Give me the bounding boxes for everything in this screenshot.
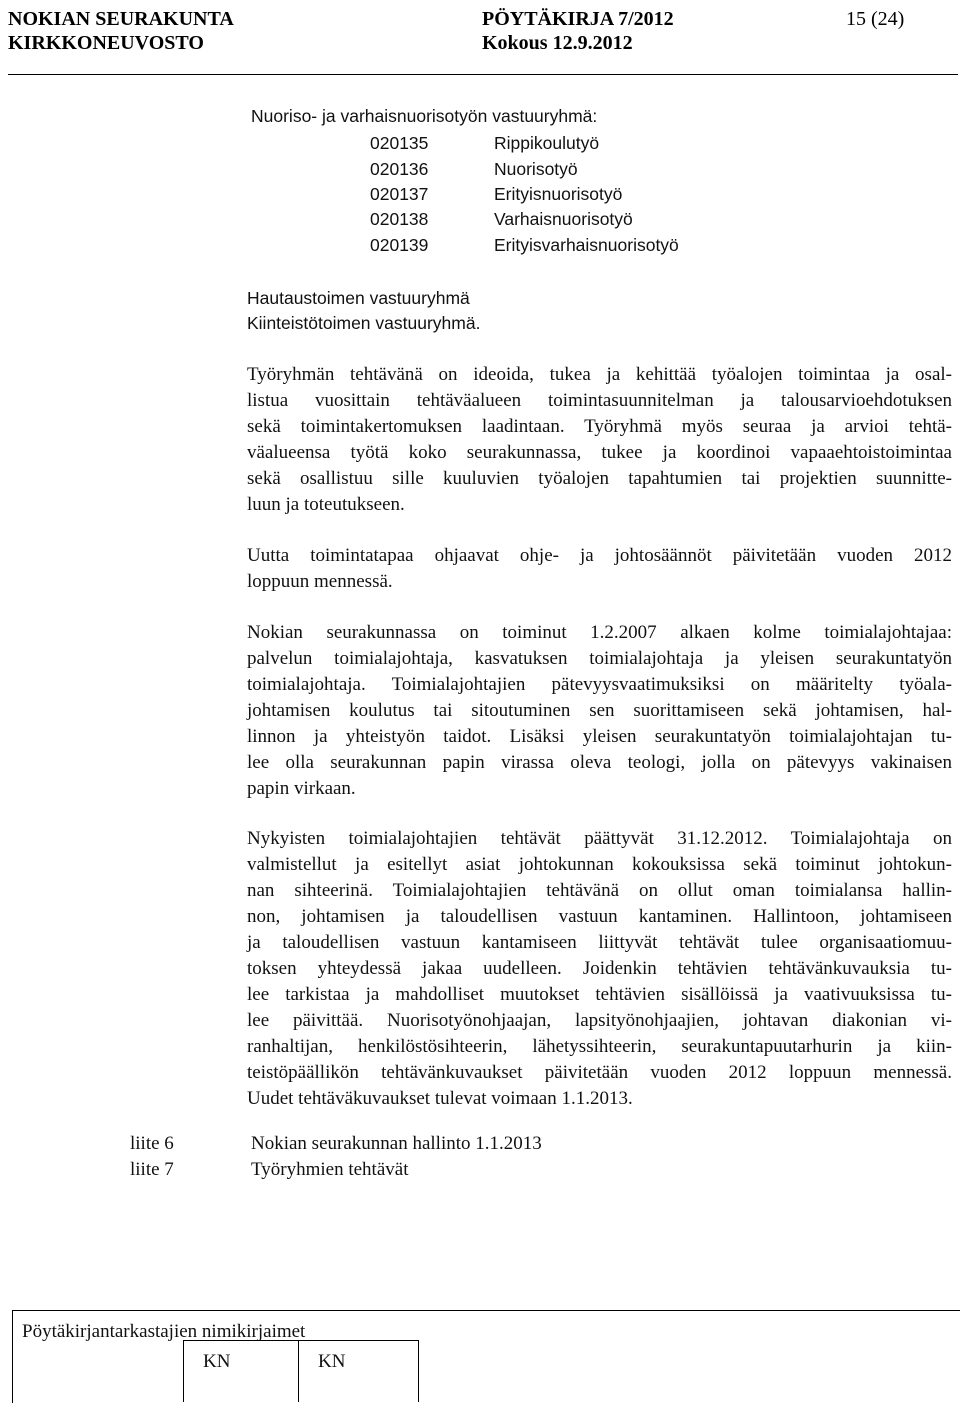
paragraph-line: listua vuosittain tehtäväalueen toimintasuunnitelman ja talousarvioehdotuksen: [247, 390, 952, 411]
initials-divider: [298, 1340, 299, 1402]
paragraph-line: Nykyisten toimialajohtajien tehtävät päättyvät 31.12.2012. Toimialajohtaja on: [247, 828, 952, 849]
youth-group-title: Nuoriso- ja varhaisnuorisotyön vastuuryhmä:: [251, 106, 598, 126]
header-rule: [8, 74, 958, 75]
code-name: Rippikoulutyö: [494, 133, 600, 153]
paragraph-line: lee olla seurakunnan papin virassa oleva teologi, jolla on pätevyys vakinaisen: [247, 752, 952, 773]
property-group-title: Kiinteistötoimen vastuuryhmä.: [247, 313, 481, 333]
funeral-group-title: Hautaustoimen vastuuryhmä: [247, 288, 470, 308]
header-body: KIRKKONEUVOSTO: [8, 32, 204, 54]
paragraph-line: loppuun mennessä.: [247, 571, 393, 592]
code-number: 020136: [370, 159, 429, 179]
code-number: 020139: [370, 235, 429, 255]
header-organization: NOKIAN SEURAKUNTA: [8, 8, 234, 30]
paragraph-line: lee tarkistaa ja mahdolliset muutokset tehtävien sisällöissä ja vaativuuksissa tu-: [247, 984, 952, 1005]
paragraph-line: teistöpäällikön tehtävänkuvaukset päivitetään vuoden 2012 loppuun mennessä.: [247, 1062, 952, 1083]
code-number: 020137: [370, 184, 429, 204]
code-name: Nuorisotyö: [494, 159, 578, 179]
paragraph-line: Nokian seurakunnassa on toiminut 1.2.2007 alkaen kolme toimialajohtajaa:: [247, 622, 952, 643]
attachment-key: liite 6: [130, 1133, 174, 1154]
paragraph-line: valmistellut ja esitellyt asiat johtokunnan kokouksissa sekä toiminut johtokun-: [247, 854, 952, 875]
header-page-number: 15 (24): [846, 8, 905, 30]
attachment-title: Nokian seurakunnan hallinto 1.1.2013: [251, 1133, 542, 1154]
code-number: 020135: [370, 133, 429, 153]
paragraph-job-descriptions: [247, 826, 952, 1112]
initials-1: KN: [203, 1351, 231, 1372]
header-meeting-date: Kokous 12.9.2012: [482, 32, 633, 54]
paragraph-line: ja taloudellisen vastuun kantamiseen liittyvät tehtävät tulee organisaatiomuu-: [247, 932, 952, 953]
attachment-title: Työryhmien tehtävät: [251, 1159, 409, 1180]
paragraph-working-group-tasks: [247, 362, 952, 518]
paragraph-line: toksen yhteydessä jakaa uudelleen. Joidenkin tehtävien tehtävänkuvauksia tu-: [247, 958, 952, 979]
paragraph-sector-directors: [247, 620, 952, 802]
paragraph-line: väalueensa työtä koko seurakunnassa, tukee ja koordinoi vapaaehtoistoimintaa: [247, 442, 952, 463]
header-document-title: PÖYTÄKIRJA 7/2012: [482, 8, 674, 30]
paragraph-line: Työryhmän tehtävänä on ideoida, tukea ja kehittää työalojen toimintaa ja osal-: [247, 364, 952, 385]
paragraph-line: johtamisen koulutus tai sitoutuminen sen suorittamiseen sekä johtamisen, hal-: [247, 700, 952, 721]
attachment-key: liite 7: [130, 1159, 174, 1180]
paragraph-line: nan sihteerinä. Toimialajohtajien tehtävänä on ollut oman toimialansa hallin-: [247, 880, 952, 901]
paragraph-line: linnon ja yhteistyön taidot. Lisäksi yleisen seurakuntatyön toimialajohtajan tu-: [247, 726, 952, 747]
paragraph-line: papin virkaan.: [247, 778, 356, 799]
paragraph-line: luun ja toteutukseen.: [247, 494, 405, 515]
paragraph-line: Uutta toimintatapaa ohjaavat ohje- ja johtosäännöt päivitetään vuoden 2012: [247, 545, 952, 566]
paragraph-line: non, johtamisen ja taloudellisen vastuun kantaminen. Hallintoon, johtamiseen: [247, 906, 952, 927]
initials-2: KN: [318, 1351, 346, 1372]
initials-divider: [183, 1340, 184, 1402]
paragraph-rules-update: [247, 543, 952, 595]
footer-title: Pöytäkirjantarkastajien nimikirjaimet: [22, 1321, 306, 1342]
paragraph-line: Uudet tehtäväkuvaukset tulevat voimaan 1.1.2013.: [247, 1088, 633, 1109]
paragraph-line: lee päivittää. Nuorisotyönohjaajan, lapsityönohjaajien, johtavan diakonian vi-: [247, 1010, 952, 1031]
code-name: Erityisvarhaisnuorisotyö: [494, 235, 679, 255]
paragraph-line: sekä osallistuu sille kuuluvien työalojen tapahtumien tai projektien suunnitte-: [247, 468, 952, 489]
initials-divider: [418, 1340, 419, 1402]
initials-box-top: [183, 1340, 418, 1341]
code-number: 020138: [370, 209, 429, 229]
paragraph-line: toimialajohtaja. Toimialajohtajien pätevyysvaatimuksiksi on määritelty työala-: [247, 674, 952, 695]
code-name: Erityisnuorisotyö: [494, 184, 623, 204]
paragraph-line: ranhaltijan, henkilöstösihteerin, lähetyssihteerin, seurakuntapuutarhurin ja kiin-: [247, 1036, 952, 1057]
code-name: Varhaisnuorisotyö: [494, 209, 633, 229]
paragraph-line: palvelun toimialajohtaja, kasvatuksen toimialajohtaja ja yleisen seurakuntatyön: [247, 648, 952, 669]
paragraph-line: sekä toimintakertomuksen laadintaan. Työryhmä myös seuraa ja arvioi tehtä-: [247, 416, 952, 437]
